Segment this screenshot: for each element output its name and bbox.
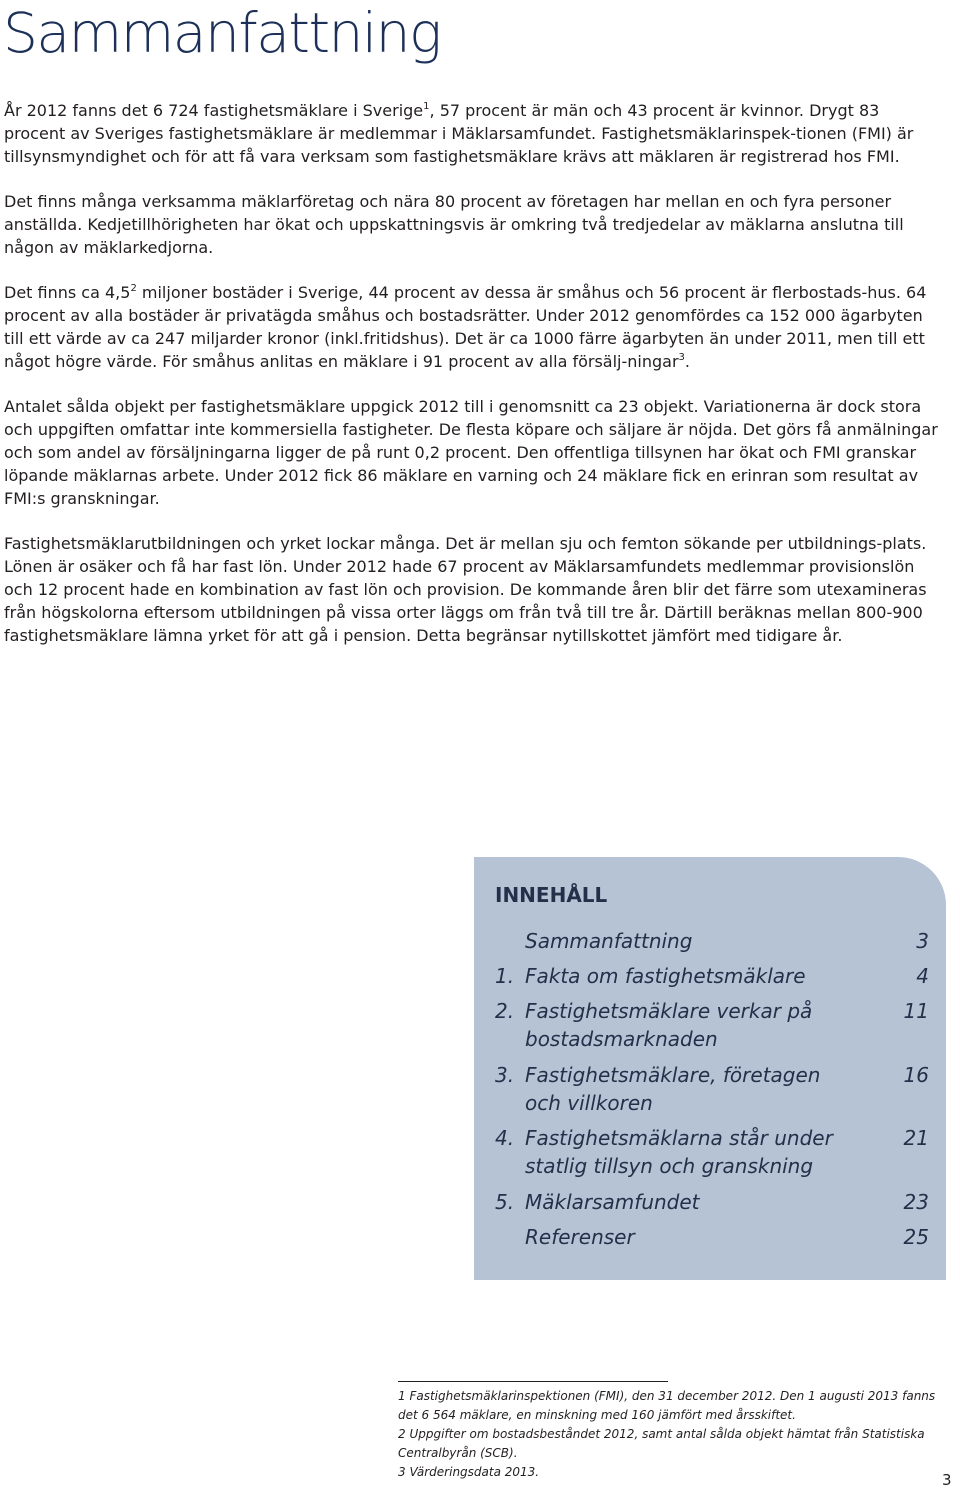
toc-heading: INNEHÅLL [495, 883, 608, 907]
page-title: Sammanfattning [3, 1, 441, 65]
footnote-1: 1 Fastighetsmäklarinspektionen (FMI), den 31 december 2012. Den 1 augusti 2013 fanns det 6 564 mäklare, en minskning med 160 jämfört med årsskiftet. [398, 1389, 936, 1422]
table-of-contents: INNEHÅLL Sammanfattning 3 1. Fakta om fastighetsmäklare 4 2. Fastighetsmäklare verkar på bostadsmarknaden 11 3. Fastighetsmäklare, företagen och villkoren 16 4. Fastighetsmäklarna står under statlig tillsyn och granskning 21 5. Mäklarsamfundet 23 Referenser 25 [474, 857, 946, 1280]
paragraph-1: År 2012 fanns det 6 724 fastighetsmäklare i Sverige$^1$, 57 procent är män och 43 procent är kvinnor. Drygt 83 procent av Sveriges fastighetsmäklare är medlemmar i Mäklarsamfundet. Fastighetsmäklarinspek-tionen (FMI) är tillsynsmyndighet och för att få vara verksam som fastighetsmäklare krävs att mäklaren är registrerad hos FMI. [4, 101, 914, 166]
paragraph-5: Fastighetsmäklarutbildningen och yrket lockar många. Det är mellan sju och femton sökande per utbildnings-plats. Lönen är osäker och få har fast lön. Under 2012 hade 67 procent av Mäklarsamfundets medlemmar provisionslön och 12 procent hade en kombination av fast lön och provision. De kommande åren blir det färre som utexamineras från högskolorna eftersom utbildningen på vissa orter läggs om från två till tre år. Därtill beräknas mellan 800-900 fastighetsmäklare lämna yrket för att gå i pension. Detta begränsar nytillskottet jämfört med tidigare år. [4, 534, 927, 645]
footnote-ref-2: 2 [130, 283, 137, 294]
paragraph-2: Det finns många verksamma mäklarföretag och nära 80 procent av företagen har mellan en och fyra personer anställda. Kedjetillhörigheten har ökat och uppskattningsvis är omkring två tredjedelar av mäklarna anslutna till någon av mäklarkedjorna. [4, 192, 904, 257]
footnote-divider [398, 1381, 668, 1382]
paragraph-3: Det finns ca $4,5^2$ miljoner bostäder i Sverige, 44 procent av dessa är småhus och 56 procent är flerbostads-hus. 64 procent av alla bostäder är privatägda småhus och bostadsrätter. Under 2012 genomfördes ca 152 000 ägarbyten till ett värde av ca 247 miljarder kronor (inkl.fritidshus). Det är ca 1000 färre ägarbyten än under 2011, men till ett något högre värde. För småhus anlitas en mäklare i 91 procent av alla försälj-ningar$^3$. [4, 283, 927, 371]
page-number: 3 [942, 1471, 952, 1489]
footnotes [398, 1387, 950, 1482]
footnote-ref-1: 1 [423, 101, 430, 112]
summary-body [4, 99, 939, 669]
paragraph-4: Antalet sålda objekt per fastighetsmäklare uppgick 2012 till i genomsnitt ca 23 objekt. Variationerna är dock stora och uppgiften omfattar inte kommersiella fastigheter. De flesta köpare och säljare är nöjda. Det görs få anmälningar och som andel av försäljningarna ligger de på runt 0,2 procent. Den offentliga tillsynen har ökat och FMI granskar löpande mäklarnas arbete. Under 2012 fick 86 mäklare en varning och 24 mäklare fick en erinran som resultat av FMI:s granskningar. [4, 397, 938, 508]
footnote-2: 2 Uppgifter om bostadsbeståndet 2012, samt antal sålda objekt hämtat från Statistiska Centralbyrån (SCB). [398, 1427, 925, 1460]
footnote-ref-3: 3 [678, 352, 685, 363]
footnote-3: 3 Värderingsdata 2013. [398, 1465, 540, 1479]
